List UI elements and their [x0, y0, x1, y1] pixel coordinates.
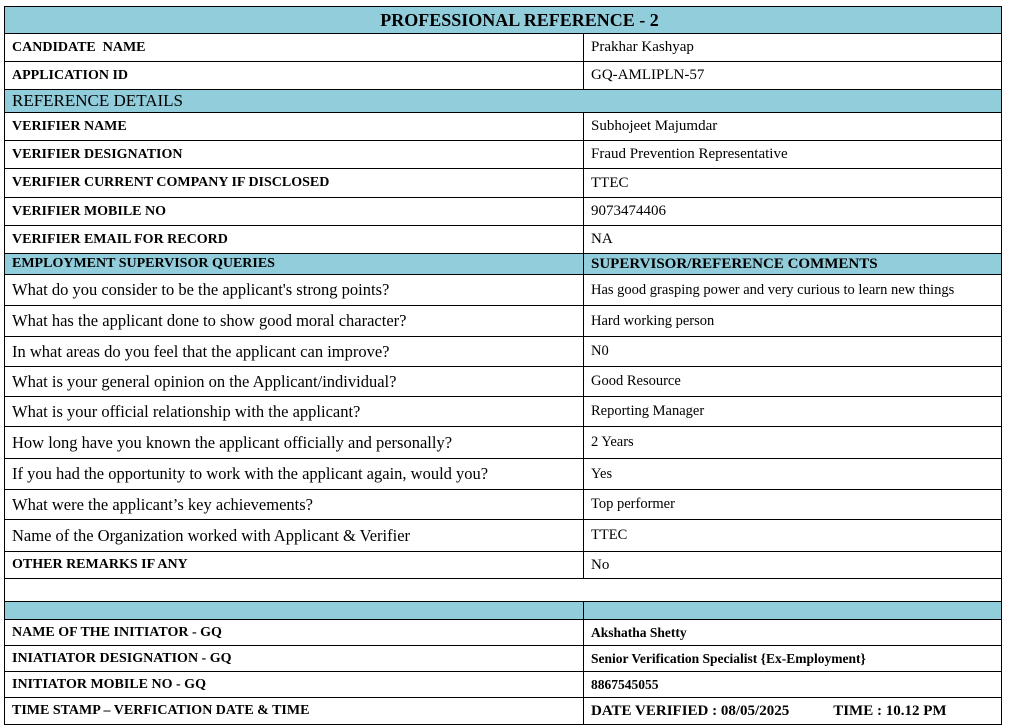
- divider-cell: [5, 602, 584, 620]
- query-answer: Yes: [584, 459, 1002, 490]
- application-id-row: [5, 62, 1002, 90]
- queries-header-left: EMPLOYMENT SUPERVISOR QUERIES: [5, 254, 584, 275]
- initiator-label: NAME OF THE INITIATOR - GQ: [5, 620, 584, 646]
- verifier-value: TTEC: [584, 169, 1002, 198]
- query-answer: N0: [584, 337, 1002, 367]
- blank-row: [5, 579, 1002, 602]
- query-question: What is your official relationship with the applicant?: [5, 397, 584, 427]
- verifier-value: Subhojeet Majumdar: [584, 113, 1002, 141]
- timestamp-row: [5, 698, 1002, 725]
- query-question: What is your general opinion on the Applicant/individual?: [5, 367, 584, 397]
- initiator-value: Akshatha Shetty: [584, 620, 1002, 646]
- time-verified: TIME : 10.12 PM: [833, 702, 947, 719]
- verifier-label: VERIFIER EMAIL FOR RECORD: [5, 226, 584, 254]
- query-row: [5, 306, 1002, 337]
- query-answer: Reporting Manager: [584, 397, 1002, 427]
- other-remarks-label: OTHER REMARKS IF ANY: [5, 552, 584, 579]
- application-id-value: GQ-AMLIPLN-57: [584, 62, 1002, 90]
- query-answer: 2 Years: [584, 427, 1002, 459]
- query-question: What were the applicant’s key achievements?: [5, 490, 584, 520]
- query-question: In what areas do you feel that the applicant can improve?: [5, 337, 584, 367]
- initiator-row: [5, 672, 1002, 698]
- other-remarks-value: No: [584, 552, 1002, 579]
- divider-row: [5, 602, 1002, 620]
- initiator-row: [5, 646, 1002, 672]
- query-row: [5, 275, 1002, 306]
- initiator-label: INIATIATOR DESIGNATION - GQ: [5, 646, 584, 672]
- page-title: PROFESSIONAL REFERENCE - 2: [5, 7, 1002, 34]
- verifier-row: [5, 169, 1002, 198]
- divider-cell: [584, 602, 1002, 620]
- verifier-value: 9073474406: [584, 198, 1002, 226]
- query-row: [5, 520, 1002, 552]
- application-id-label: APPLICATION ID: [5, 62, 584, 90]
- title-row: [5, 7, 1002, 34]
- timestamp-label: TIME STAMP – VERFICATION DATE & TIME: [5, 698, 584, 725]
- reference-form: [4, 6, 1002, 725]
- verifier-label: VERIFIER CURRENT COMPANY IF DISCLOSED: [5, 169, 584, 198]
- other-remarks-row: [5, 552, 1002, 579]
- verifier-value: NA: [584, 226, 1002, 254]
- candidate-name-row: [5, 34, 1002, 62]
- query-answer: Hard working person: [584, 306, 1002, 337]
- blank-cell: [5, 579, 1002, 602]
- query-row: [5, 337, 1002, 367]
- query-row: [5, 459, 1002, 490]
- query-row: [5, 367, 1002, 397]
- query-row: [5, 427, 1002, 459]
- verifier-label: VERIFIER MOBILE NO: [5, 198, 584, 226]
- verifier-row: [5, 226, 1002, 254]
- query-row: [5, 490, 1002, 520]
- timestamp-value: [584, 698, 1002, 725]
- verifier-label: VERIFIER DESIGNATION: [5, 141, 584, 169]
- reference-section-row: [5, 90, 1002, 113]
- query-answer: Top performer: [584, 490, 1002, 520]
- initiator-value: 8867545055: [584, 672, 1002, 698]
- query-question: What do you consider to be the applicant's strong points?: [5, 275, 584, 306]
- initiator-label: INITIATOR MOBILE NO - GQ: [5, 672, 584, 698]
- query-question: If you had the opportunity to work with the applicant again, would you?: [5, 459, 584, 490]
- verifier-row: [5, 141, 1002, 169]
- date-verified: DATE VERIFIED : 08/05/2025: [591, 702, 790, 719]
- query-answer: Has good grasping power and very curious to learn new things: [584, 275, 1002, 306]
- reference-section-header: REFERENCE DETAILS: [5, 90, 1002, 113]
- queries-header-row: [5, 254, 1002, 275]
- query-question: Name of the Organization worked with Applicant & Verifier: [5, 520, 584, 552]
- query-question: How long have you known the applicant officially and personally?: [5, 427, 584, 459]
- candidate-name-label: CANDIDATE NAME: [5, 34, 584, 62]
- verifier-label: VERIFIER NAME: [5, 113, 584, 141]
- verifier-value: Fraud Prevention Representative: [584, 141, 1002, 169]
- candidate-name-value: Prakhar Kashyap: [584, 34, 1002, 62]
- query-answer: Good Resource: [584, 367, 1002, 397]
- verifier-row: [5, 198, 1002, 226]
- queries-header-right: SUPERVISOR/REFERENCE COMMENTS: [584, 254, 1002, 275]
- query-answer: TTEC: [584, 520, 1002, 552]
- verifier-row: [5, 113, 1002, 141]
- query-row: [5, 397, 1002, 427]
- query-question: What has the applicant done to show good moral character?: [5, 306, 584, 337]
- initiator-row: [5, 620, 1002, 646]
- initiator-value: Senior Verification Specialist {Ex-Employment}: [584, 646, 1002, 672]
